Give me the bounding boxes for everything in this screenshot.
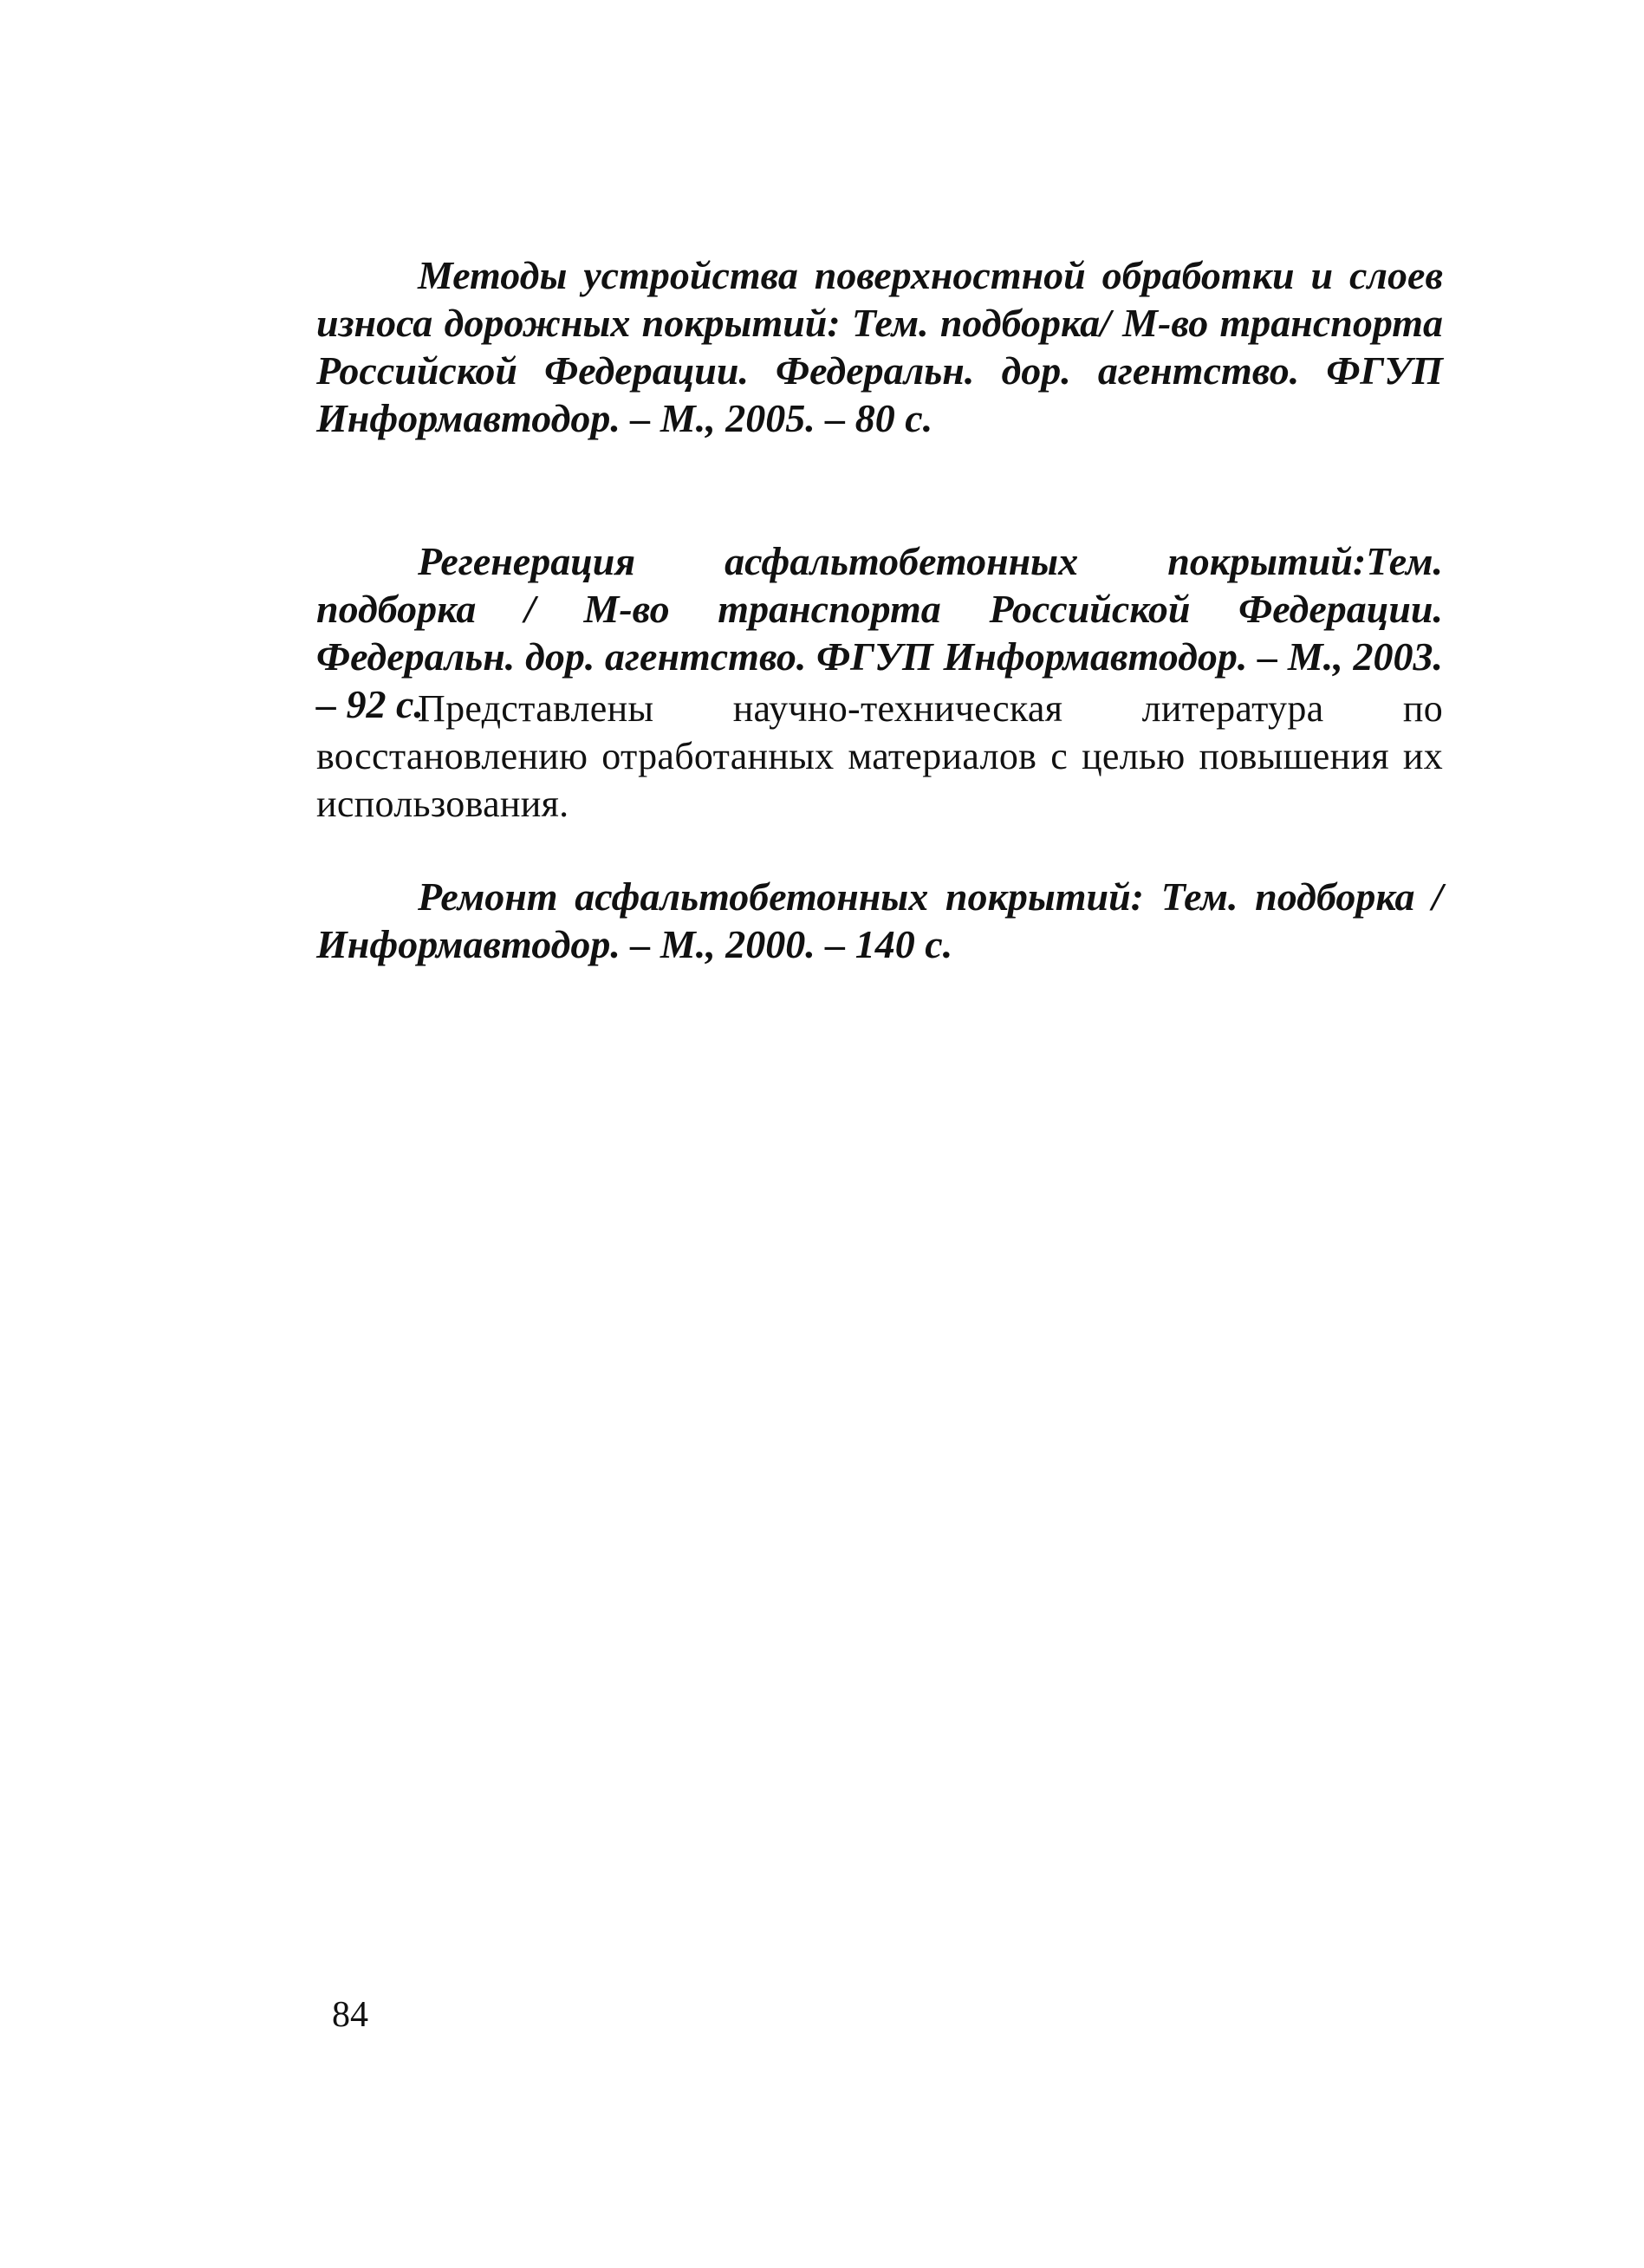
bibliography-entry-2-annotation: Представлены научно-техническая литература по восстановлению отработанных материалов с целью повышения их использования. bbox=[316, 687, 1443, 825]
bibliography-entry-1: Методы устройства поверхностной обработки и слоев износа дорожных покрытий: Тем. подборка/ М-во транспорта Российской Федерации. Федеральн. дор. агентство. ФГУП Информавтодор. – М., 2005. – 80 с. bbox=[316, 253, 1443, 440]
bibliography-entry-3: Ремонт асфальтобетонных покрытий: Тем. подборка / Информавтодор. – М., 2000. – 140 с. bbox=[316, 874, 1443, 966]
bibliography-entry-2: Регенерация асфальтобетонных покрытий:Тем. подборка / М-во транспорта Российской Федерации. Федеральн. дор. агентство. ФГУП Информавтодор. – М., 2003. – 92 с. bbox=[316, 539, 1443, 726]
page-number: 84 bbox=[332, 1995, 368, 2035]
